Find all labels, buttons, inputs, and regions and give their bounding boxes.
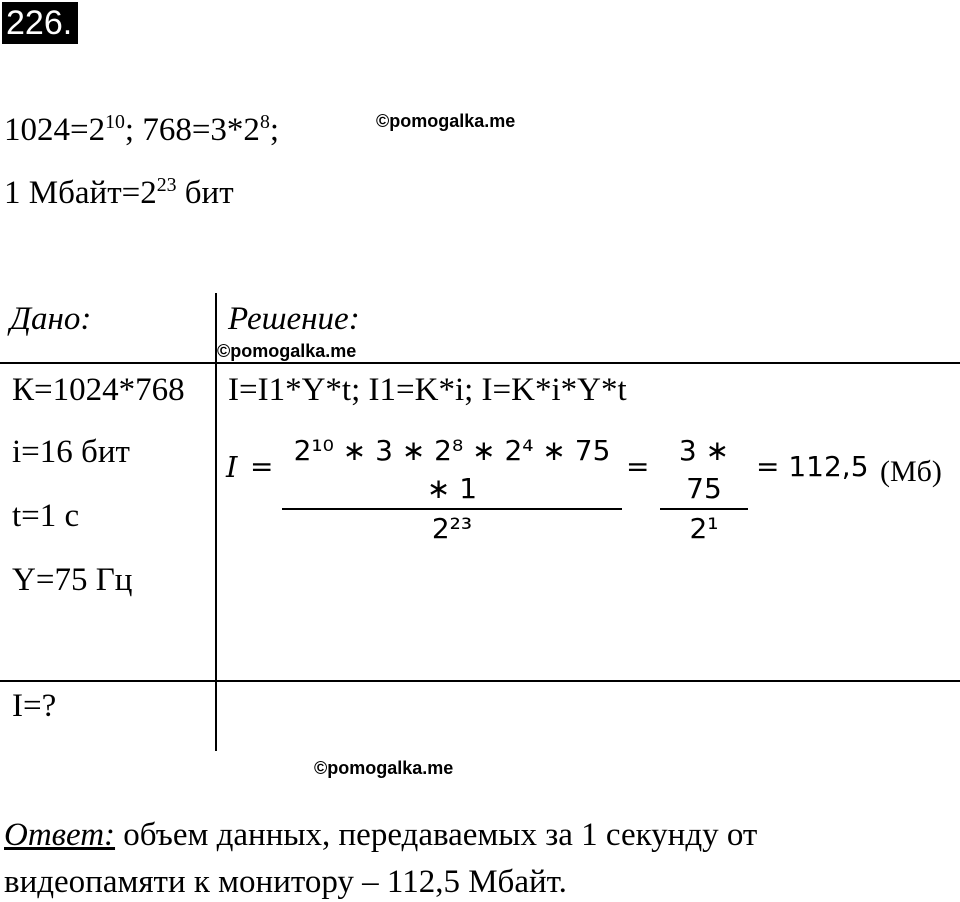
- table-header-divider: [0, 362, 960, 364]
- calc-eq-1: =: [250, 450, 274, 483]
- given-item-y: Y=75 Гц: [12, 562, 133, 598]
- given-item-k: К=1024*768: [12, 372, 185, 408]
- facts-line-2: [4, 173, 234, 213]
- calc-fraction-1-numerator: 2¹⁰ ∗ 3 ∗ 2⁸ ∗ 2⁴ ∗ 75 ∗ 1: [293, 434, 611, 505]
- facts-line-2-exp: 23: [156, 174, 177, 196]
- facts-line-1: [4, 110, 279, 150]
- calc-fraction-2: [660, 432, 748, 548]
- facts-line-1-a: 1024=2: [4, 112, 106, 148]
- facts-line-1-b: ; 768=3*2: [124, 112, 260, 148]
- solution-formula: I=I1*Y*t; I1=K*i; I=K*i*Y*t: [228, 372, 627, 408]
- calc-fraction-1: [282, 432, 622, 548]
- answer-line-2: видеопамяти к монитору – 112,5 Мбайт.: [4, 864, 567, 900]
- watermark-table: ©pomogalka.me: [217, 341, 357, 361]
- calc-unit: (Мб): [880, 455, 942, 488]
- answer-text-1: объем данных, передаваемых за 1 секунду от: [115, 817, 758, 853]
- table-find-divider: [0, 680, 960, 682]
- calc-fraction-2-numerator: 3 ∗ 75: [678, 434, 730, 505]
- given-item-t: t=1 с: [12, 498, 80, 534]
- calc-eq-2: =: [626, 450, 650, 483]
- calc-lhs: I: [226, 450, 238, 484]
- problem-number: 226.: [2, 2, 78, 44]
- facts-line-2-a: 1 Мбайт=2: [4, 175, 157, 211]
- answer-label: Ответ:: [4, 817, 116, 853]
- calc-fraction-2-denominator: 2¹: [689, 512, 719, 545]
- answer-line-1: [4, 815, 757, 855]
- calc-result: = 112,5: [756, 450, 869, 483]
- facts-line-2-b: бит: [176, 175, 234, 211]
- facts-line-1-b-exp: 8: [259, 111, 270, 133]
- facts-line-1-end: ;: [269, 112, 279, 148]
- find-item: I=?: [12, 688, 57, 724]
- facts-line-1-a-exp: 10: [105, 111, 125, 133]
- given-header: Дано:: [10, 301, 92, 337]
- watermark-bottom: ©pomogalka.me: [314, 758, 454, 778]
- given-item-i: i=16 бит: [12, 434, 130, 470]
- watermark-top: ©pomogalka.me: [376, 111, 516, 131]
- calc-fraction-1-denominator: 2²³: [431, 512, 473, 545]
- solution-header: Решение:: [228, 301, 360, 337]
